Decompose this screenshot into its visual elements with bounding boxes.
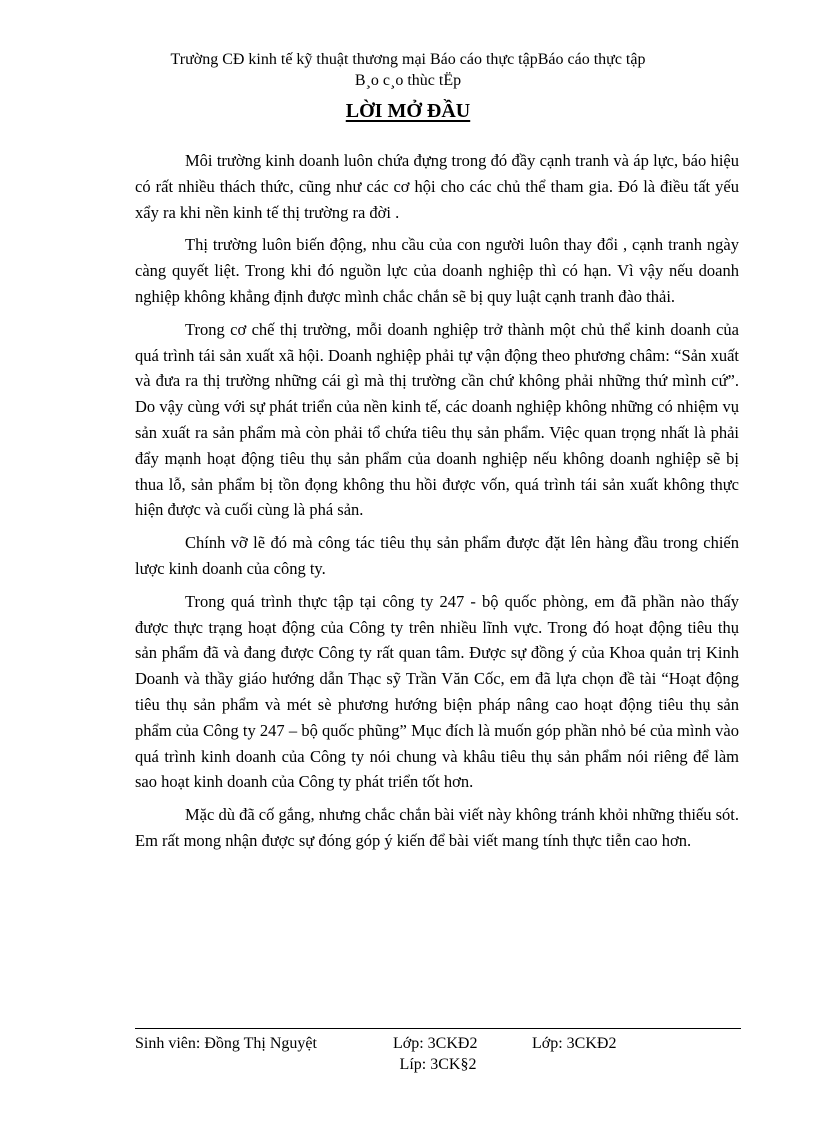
document-body (135, 148, 739, 861)
footer-student-name: Sinh viên: Đồng Thị Nguyệt (135, 1035, 317, 1052)
paragraph: Mặc dù đã cố gắng, nhưng chắc chắn bài viết này không tránh khỏi những thiếu sót. Em rất mong nhận được sự đóng góp ý kiến để bài viết mang tính thực tiễn cao hơn. (135, 805, 739, 850)
footer-divider (135, 1028, 741, 1029)
paragraph: Trong cơ chế thị trường, mỗi doanh nghiệp trở thành một chủ thể kinh doanh của quá trình tái sản xuất xã hội. Doanh nghiệp phải tự vận động theo phương châm: “Sản xuất và đưa ra thị trường những cái gì mà thị trường cần chứ không phải những thứ mình cứ”. Do vậy cùng với sự phát triển của nền kinh tế, các doanh nghiệp không những có nhiệm vụ sản xuất ra sản phẩm mà còn phải tổ chứa tiêu thụ sản phẩm. Việc quan trọng nhất là phải đẩy mạnh hoạt động tiêu thụ sản phẩm của doanh nghiệp nếu không doanh nghiệp sẽ bị thua lỗ, sản phẩm bị tồn đọng không thu hồi được vốn, quá trình tái sản xuất không thực hiện được và cuối cùng là phá sản. (135, 319, 739, 520)
paragraph: Môi trường kinh doanh luôn chứa đựng trong đó đầy cạnh tranh và áp lực, báo hiệu có rất nhiều thách thức, cũng như các cơ hội cho các chủ thể tham gia. Đó là điều tất yếu xẩy ra khi nền kinh tế thị trường ra đời . (135, 151, 739, 222)
paragraph: Thị trường luôn biến động, nhu cầu của con người luôn thay đổi , cạnh tranh ngày càng quyết liệt. Trong khi đó nguồn lực của doanh nghiệp thì có hạn. Vì vậy nếu doanh nghiệp không khẳng định được mình chắc chắn sẽ bị quy luật cạnh tranh đào thải. (135, 235, 739, 306)
footer-class-label-legacy-encoding: Líp: 3CK§2 (399, 1056, 477, 1073)
page-header: Trường CĐ kinh tế kỹ thuật thương mại Báo cáo thực tậpBáo cáo thực tập (170, 51, 646, 68)
paragraph: Chính vỡ lẽ đó mà công tác tiêu thụ sản phẩm được đặt lên hàng đầu trong chiến lược kinh doanh của công ty. (135, 533, 739, 578)
footer-class-label: Lớp: 3CKĐ2 (393, 1035, 478, 1052)
footer-class-label-duplicate: Lớp: 3CKĐ2 (532, 1035, 617, 1052)
document-title-text: LỜI MỞ ĐẦU (345, 100, 471, 122)
document-title (0, 98, 816, 124)
page-header-legacy-encoding: B¸o c¸o thùc tËp (354, 72, 462, 89)
paragraph: Trong quá trình thực tập tại công ty 247 - bộ quốc phòng, em đã phần nào thấy được thực trạng hoạt động của Công ty trên nhiều lĩnh vực. Trong đó hoạt động tiêu thụ sản phẩm đã và đang được Công ty rất quan tâm. Được sự đồng ý của Khoa quản trị Kinh Doanh và thầy giáo hướng dẫn Thạc sỹ Trần Văn Cốc, em đã lựa chọn đề tài “Hoạt động tiêu thụ sản phẩm và mét sè phương hướng biện pháp nâng cao hoạt động tiêu thụ sản phẩm của Công ty 247 – bộ quốc phũng” Mục đích là muốn góp phần nhỏ bé của mình vào quá trình kinh doanh của Công ty nói chung và khâu tiêu thụ sản phẩm nói riêng để làm sao hoạt kinh doanh của Công ty phát triển tốt hơn. (135, 591, 739, 792)
